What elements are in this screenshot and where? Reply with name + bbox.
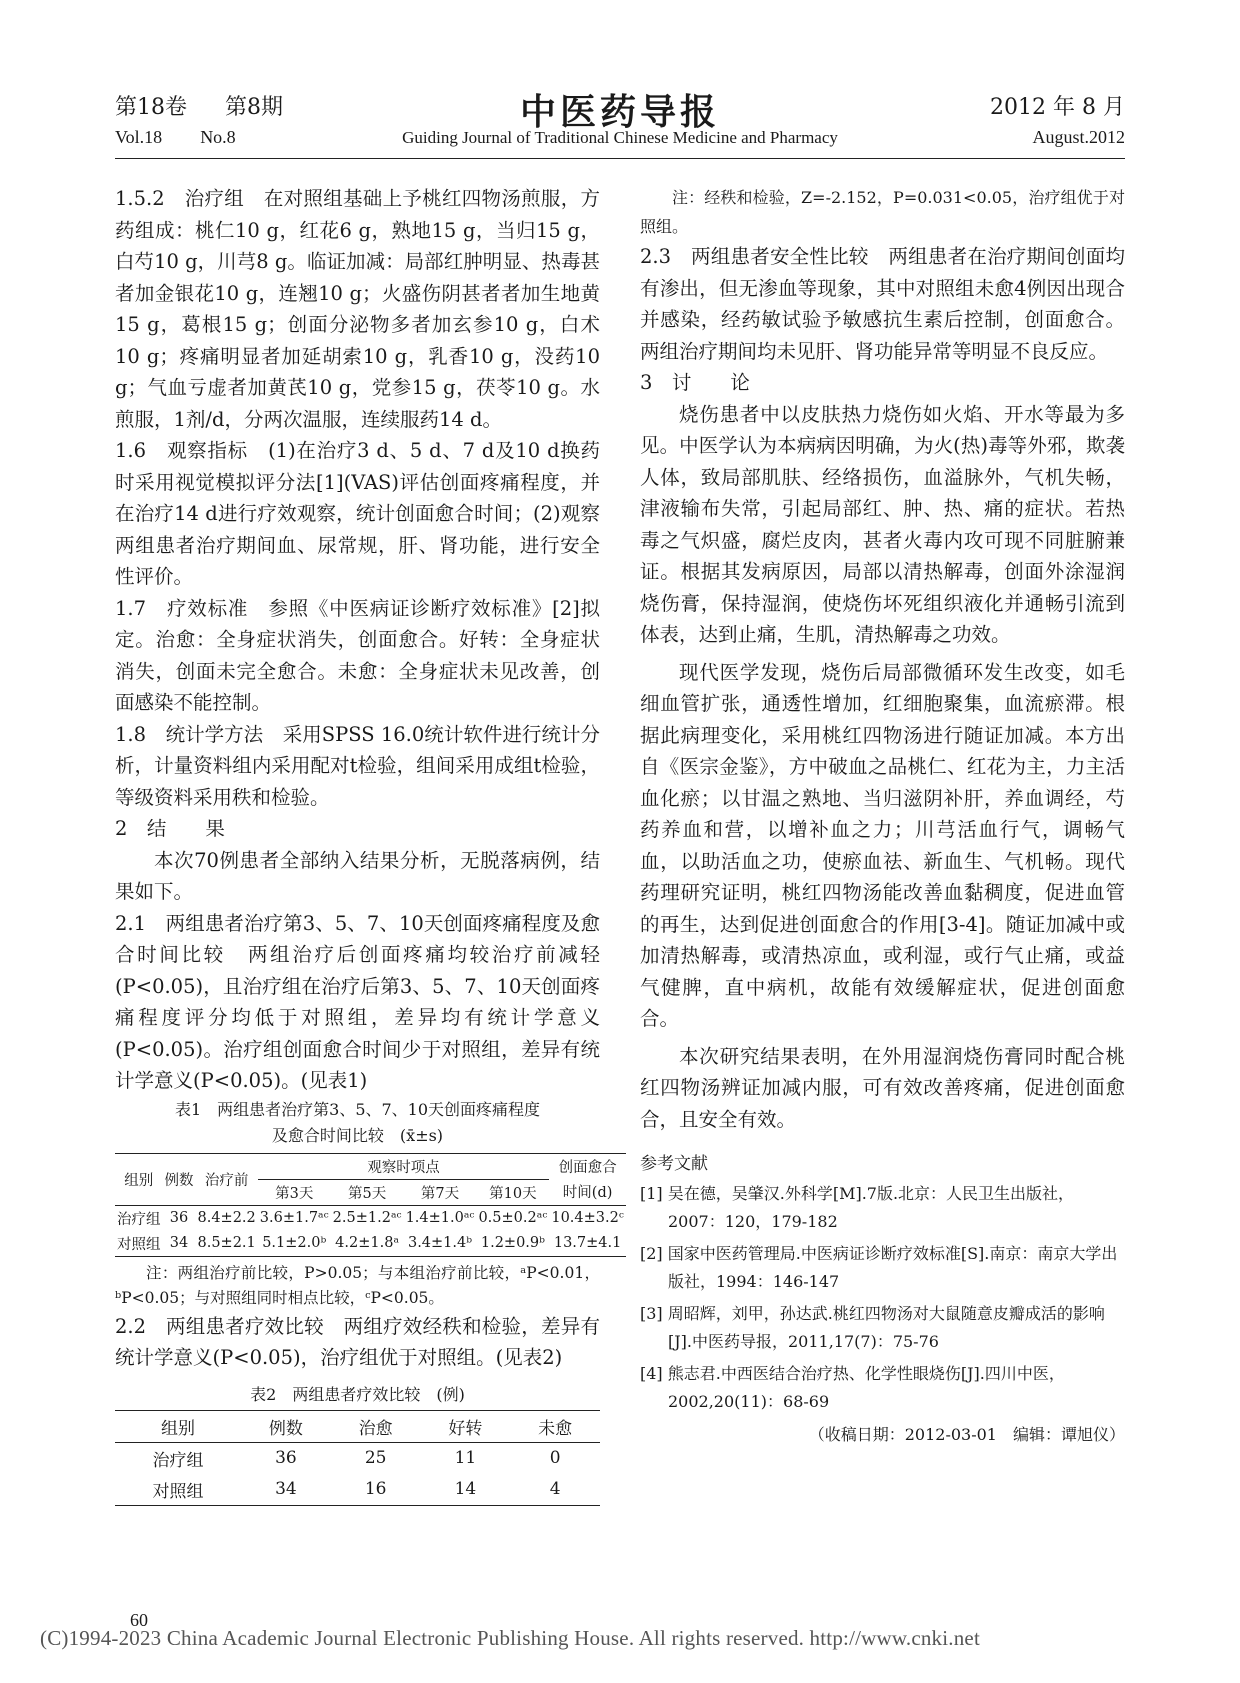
table-1 [115, 1153, 626, 1257]
references-heading: 参考文献 [640, 1154, 708, 1174]
journal-title-en: Guiding Journal of Traditional Chinese Medicine and Pharmacy [402, 128, 838, 147]
issue-cn: 第8期 [225, 95, 283, 120]
heading-results: 2 结 果 [115, 817, 225, 840]
running-header [115, 90, 1125, 160]
t1-cell: 1.4±1.0ᵃᶜ [405, 1210, 475, 1226]
reference-item: [1] 吴在德，吴肇汉.外科学[M].7版.北京：人民卫生出版社，2007：120，179-182 [640, 1184, 1075, 1231]
volume-en: Vol.18 [115, 127, 163, 147]
table-row [115, 1474, 600, 1506]
table-2 [115, 1410, 600, 1506]
t1-header-heal1: 创面愈合 [558, 1159, 617, 1176]
t1-cell: 3.6±1.7ᵃᶜ [259, 1210, 329, 1226]
table-1-caption-line2: 及愈合时间比较 (x̄±s) [271, 1125, 444, 1145]
t1-cell: 3.4±1.4ᵇ [407, 1235, 473, 1251]
t2-header: 好转 [421, 1410, 511, 1442]
reference-item: [2] 国家中医药管理局.中医病证诊断疗效标准[S].南京：南京大学出版社，1994：146-147 [640, 1244, 1118, 1291]
t2-cell: 14 [454, 1479, 477, 1499]
section-1-8: 1.8 统计学方法 采用SPSS 16.0统计软件进行统计分析，计量资料组内采用配对t检验，组间采用成组t检验，等级资料采用秩和检验。 [115, 722, 600, 809]
t2-cell: 对照组 [152, 1481, 204, 1502]
t1-cell: 1.2±0.9ᵇ [480, 1235, 545, 1251]
t2-cell: 36 [275, 1448, 297, 1468]
t2-cell: 25 [364, 1448, 387, 1468]
t1-cell: 2.5±1.2ᵃᶜ [332, 1210, 402, 1226]
date-en: August.2012 [1032, 127, 1125, 147]
t2-cell: 0 [549, 1448, 561, 1468]
t1-header-pre: 治疗前 [204, 1172, 249, 1189]
section-2-1: 2.1 两组患者治疗第3、5、7、10天创面疼痛程度及愈合时间比较 两组治疗后创面疼痛均较治疗前减轻(P<0.05)，且治疗组在治疗后第3、5、7、10天创面疼痛程度评分均低于对照组，差异均有统计学意义(P<0.05)。治疗组创面愈合时间少于对照组，差异有统计学意义(P<0.05)。(见表1) [115, 911, 600, 1092]
heading-discussion: 3 讨 论 [640, 371, 750, 394]
page-number: 60 [130, 1610, 148, 1630]
t2-header: 治愈 [331, 1410, 421, 1442]
t1-header-d5: 第5天 [331, 1179, 404, 1205]
t1-header-group: 组别 [124, 1172, 154, 1189]
section-1-6: 1.6 观察指标 (1)在治疗3 d、5 d、7 d及10 d换药时采用视觉模拟评分法[1](VAS)评估创面疼痛程度，并在治疗14 d进行疗效观察，统计创面愈合时间；(2)观察两组患者治疗期间血、尿常规，肝、肾功能，进行安全性评价。 [115, 439, 600, 588]
right-column [640, 183, 1125, 1445]
t1-cell: 4.2±1.8ᵃ [335, 1235, 400, 1251]
section-2-2: 2.2 两组患者疗效比较 两组疗效经秩和检验，差异有统计学意义(P<0.05)，治疗组优于对照组。(见表2) [115, 1314, 600, 1369]
reference-item: [4] 熊志君.中西医结合治疗热、化学性眼烧伤[J].四川中医，2002,20(11)：68-69 [640, 1364, 1065, 1411]
t1-cell: 13.7±4.1 [553, 1235, 622, 1251]
reference-item: [3] 周昭辉，刘甲，孙达武.桃红四物汤对大鼠随意皮瓣成活的影响[J].中医药导报，2011,17(7)：75-76 [640, 1304, 1105, 1351]
t1-header-obs: 观察时项点 [258, 1153, 550, 1179]
t1-header-d3: 第3天 [258, 1179, 331, 1205]
section-2-3: 2.3 两组患者安全性比较 两组患者在治疗期间创面均有渗出，但无渗血等现象，其中对照组未愈4例因出现合并感染，经药敏试验予敏感抗生素后控制，创面愈合。两组治疗期间均未见肝、肾功能异常等明显不良反应。 [640, 245, 1125, 363]
t2-cell: 4 [549, 1479, 561, 1499]
t2-cell: 治疗组 [152, 1450, 204, 1471]
t1-cell: 10.4±3.2ᶜ [551, 1210, 624, 1226]
section-1-5-2: 1.5.2 治疗组 在对照组基础上予桃红四物汤煎服，方药组成：桃仁10 g，红花6 g，熟地15 g，当归15 g，白芍10 g，川芎8 g。临证加减：局部红肿明显、热毒甚者加金银花10 g，连翘10 g；火盛伤阴甚者者加生地黄15 g，葛根15 g；创面分泌物多者加玄参10 g，白术10 g；疼痛明显者加延胡索10 g，乳香10 g，没药10 g；气血亏虚者加黄芪10 g，党参15 g，茯苓10 g。水煎服，1剂/d，分两次温服，连续服药14 d。 [115, 187, 600, 431]
t1-cell: 0.5±0.2ᵃᶜ [478, 1210, 548, 1226]
volume-cn: 第18卷 [115, 95, 187, 120]
t1-cell: 8.5±2.1 [197, 1235, 256, 1251]
left-column [115, 183, 624, 1506]
header-rule [115, 158, 1125, 159]
t2-header: 例数 [241, 1410, 331, 1442]
t2-cell: 16 [364, 1479, 387, 1499]
table-2-caption: 表2 两组患者疗效比较 (例) [250, 1384, 465, 1404]
t1-cell: 5.1±2.0ᵇ [262, 1235, 327, 1251]
table-row [115, 1442, 600, 1474]
t1-header-d10: 第10天 [476, 1179, 549, 1205]
t1-header-n: 例数 [164, 1172, 194, 1189]
t1-cell: 36 [169, 1210, 189, 1226]
t2-header: 组别 [115, 1410, 241, 1442]
date-cn: 2012 年 8 月 [990, 95, 1125, 120]
t2-cell: 34 [275, 1479, 297, 1499]
table-row [115, 1231, 626, 1257]
issue-en: No.8 [200, 127, 236, 147]
t1-cell: 34 [169, 1235, 189, 1251]
discussion-para-1: 烧伤患者中以皮肤热力烧伤如火焰、开水等最为多见。中医学认为本病病因明确，为火(热)毒等外邪，欺袭人体，致局部肌肤、经络损伤，血溢脉外，气机失畅，津液输布失常，引起局部红、肿、热、痛的症状。若热毒之气炽盛，腐烂皮肉，甚者火毒内攻可现不同脏腑兼证。根据其发病原因，局部以清热解毒，创面外涂湿润烧伤膏，保持湿润，使烧伤坏死组织液化并通畅引流到体表，达到止痛，生肌，清热解毒之功效。 [640, 402, 1125, 646]
discussion-para-2: 现代医学发现，烧伤后局部微循环发生改变，如毛细血管扩张，通透性增加，红细胞聚集，血流瘀滞。根据此病理变化，采用桃红四物汤进行随证加减。本方出自《医宗金鉴》，方中破血之品桃仁、红花为主，力主活血化瘀；以甘温之熟地、当归滋阴补肝，养血调经，芍药养血和营，以增补血之力；川芎活血行气，调畅气血，以助活血之功，使瘀血祛、新血生、气机畅。现代药理研究证明，桃红四物汤能改善血黏稠度，促进血管的再生，达到促进创面愈合的作用[3-4]。随证加减中或加清热解毒，或清热凉血，或利湿，或行气止痛，或益气健脾，直中病机，故能有效缓解症状，促进创面愈合。 [640, 660, 1125, 1030]
received-date: （收稿日期：2012-03-01 编辑：谭旭仪） [808, 1425, 1125, 1444]
discussion-para-3: 本次研究结果表明，在外用湿润烧伤膏同时配合桃红四物汤辨证加减内服，可有效改善疼痛，促进创面愈合，且安全有效。 [640, 1044, 1125, 1131]
table-1-note: 注：两组治疗前比较，P>0.05；与本组治疗前比较，ᵃP<0.01，ᵇP<0.05；与对照组同时相点比较，ᶜP<0.05。 [115, 1263, 600, 1307]
journal-title-cn: 中医药导报 [519, 91, 720, 133]
t1-cell: 治疗组 [117, 1211, 161, 1228]
t1-header-heal2: 时间(d) [549, 1179, 626, 1205]
t1-cell: 对照组 [117, 1236, 161, 1253]
t2-cell: 11 [454, 1448, 477, 1468]
t1-cell: 8.4±2.2 [197, 1210, 256, 1226]
results-intro: 本次70例患者全部纳入结果分析，无脱落病例，结果如下。 [115, 848, 600, 903]
table-row [115, 1205, 626, 1231]
copyright-footer: (C)1994-2023 China Academic Journal Electronic Publishing House. All rights reserved. http://www.cnki.net [40, 1626, 980, 1650]
table-2-note: 注：经秩和检验，Z=-2.152，P=0.031<0.05，治疗组优于对照组。 [640, 188, 1125, 236]
t2-header: 未愈 [510, 1410, 600, 1442]
t1-header-d7: 第7天 [404, 1179, 477, 1205]
section-1-7: 1.7 疗效标准 参照《中医病证诊断疗效标准》[2]拟定。治愈：全身症状消失，创面愈合。好转：全身症状消失，创面未完全愈合。未愈：全身症状未见改善，创面感染不能控制。 [115, 596, 600, 714]
table-1-caption-line1: 表1 两组患者治疗第3、5、7、10天创面疼痛程度 [174, 1099, 541, 1119]
